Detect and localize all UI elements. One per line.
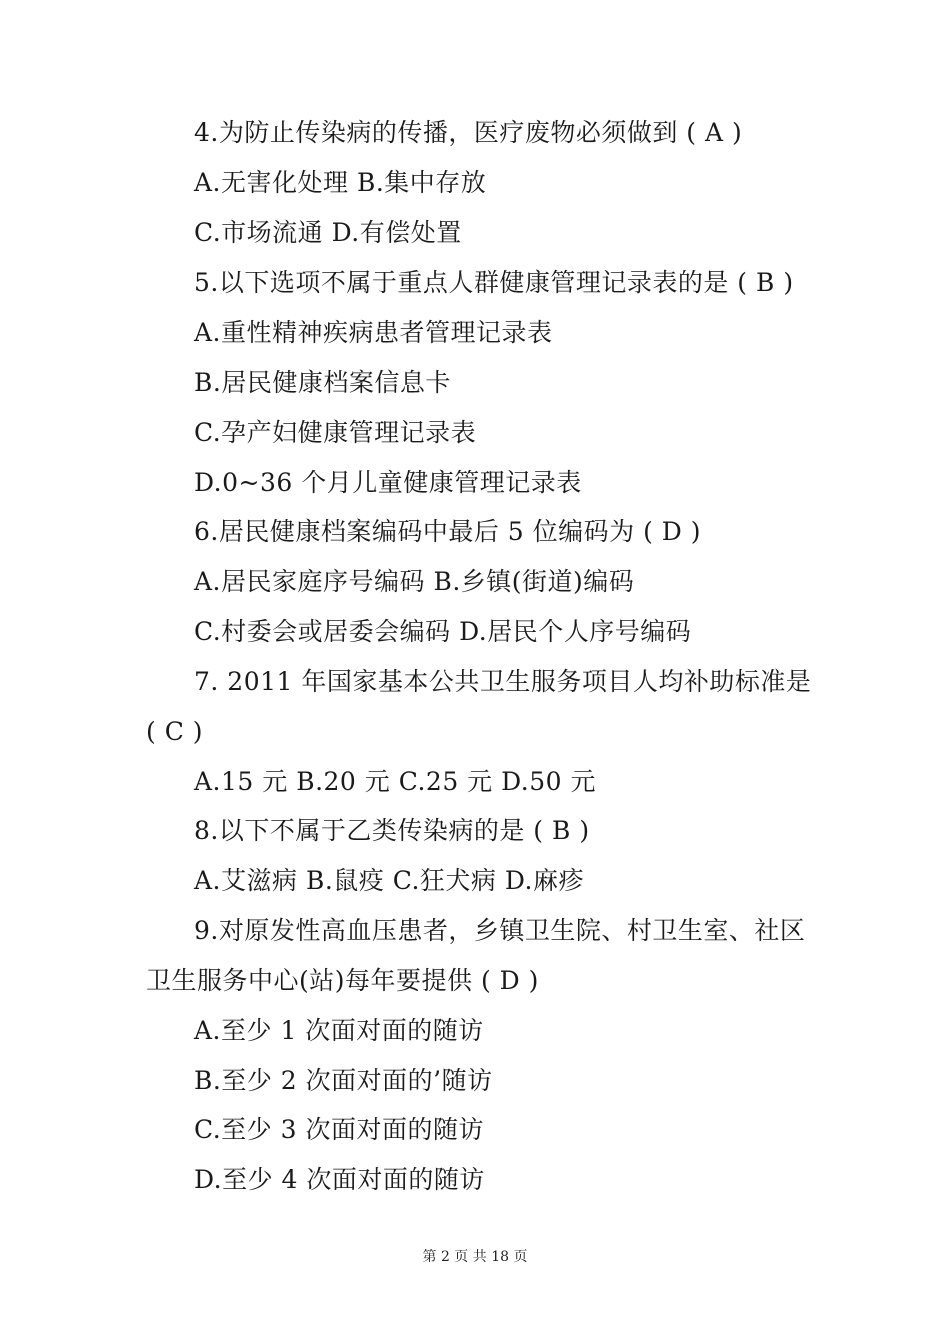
question-7-answer: ( C )	[146, 717, 204, 746]
page-footer: 第 2 页 共 18 页	[422, 1249, 528, 1265]
question-8-options: A.艾滋病 B.鼠疫 C.狂犬病 D.麻疹	[194, 866, 584, 895]
question-5: 5.以下选项不属于重点人群健康管理记录表的是 ( B )	[194, 268, 794, 297]
question-6: 6.居民健康档案编码中最后 5 位编码为 ( D )	[194, 517, 702, 546]
question-6-options-ab: A.居民家庭序号编码 B.乡镇(街道)编码	[194, 567, 635, 596]
question-6-options-cd: C.村委会或居委会编码 D.居民个人序号编码	[194, 617, 692, 646]
question-4-options-cd: C.市场流通 D.有偿处置	[194, 218, 462, 247]
question-4: 4.为防止传染病的传播，医疗废物必须做到 ( A )	[194, 118, 743, 147]
question-7-options: A.15 元 B.20 元 C.25 元 D.50 元	[194, 767, 596, 796]
question-8: 8.以下不属于乙类传染病的是 ( B )	[194, 816, 590, 845]
question-5-option-a: A.重性精神疾病患者管理记录表	[194, 318, 553, 347]
question-4-options-ab: A.无害化处理 B.集中存放	[194, 168, 487, 197]
question-9: 9.对原发性高血压患者，乡镇卫生院、村卫生室、社区	[194, 916, 806, 945]
question-9-option-d: D.至少 4 次面对面的随访	[194, 1165, 485, 1194]
question-9-option-b: B.至少 2 次面对面的’随访	[194, 1066, 493, 1095]
question-5-option-c: C.孕产妇健康管理记录表	[194, 418, 477, 447]
question-9-option-a: A.至少 1 次面对面的随访	[194, 1016, 484, 1045]
question-5-option-d: D.0~36 个月儿童健康管理记录表	[194, 468, 582, 497]
question-5-option-b: B.居民健康档案信息卡	[194, 368, 451, 397]
question-9-option-c: C.至少 3 次面对面的随访	[194, 1115, 484, 1144]
question-7: 7. 2011 年国家基本公共卫生服务项目人均补助标准是	[194, 667, 812, 696]
question-9-continued: 卫生服务中心(站)每年要提供 ( D )	[146, 966, 539, 995]
